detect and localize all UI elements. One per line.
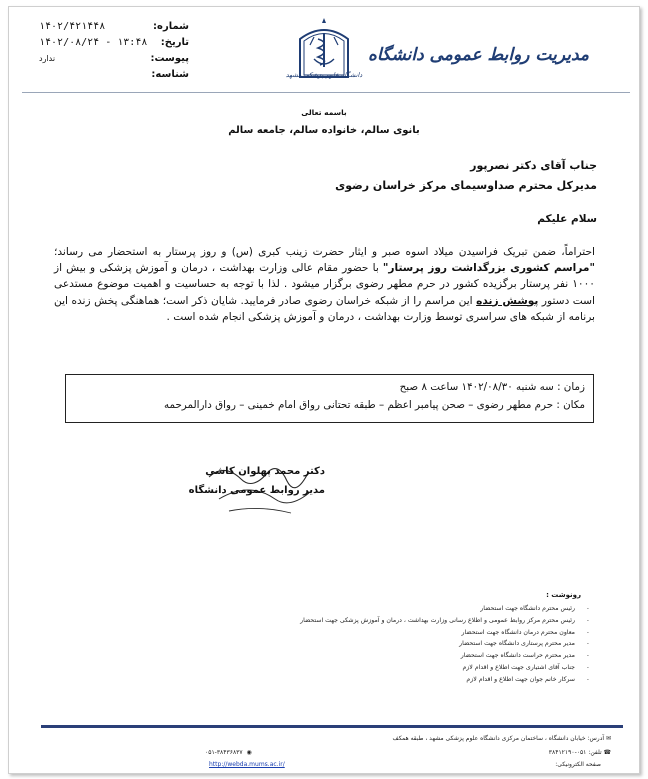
cc-item: - مدیر محترم حراست دانشگاه جهت استحضار bbox=[460, 652, 589, 660]
phone-value: ۰۵۱-۳۸۴۱۲۱۹۰ bbox=[548, 749, 587, 756]
number-row bbox=[39, 19, 189, 35]
id-label: شناسه: bbox=[151, 69, 189, 80]
globe-icon: ◉ bbox=[246, 749, 252, 756]
department-title: مدیریت روابط عمومی دانشگاه bbox=[367, 45, 589, 65]
signatory-title: مدیر روابط عمومی دانشگاه bbox=[188, 485, 325, 496]
footer-phone bbox=[549, 748, 611, 758]
header-divider bbox=[22, 92, 630, 93]
motto: بانوی سالم، خانواده سالم، جامعه سالم bbox=[228, 125, 420, 136]
event-time: زمان : سه شنبه ۱۴۰۲/۰۸/۳۰ ساعت ۸ صبح bbox=[399, 381, 585, 393]
cc-item: - معاون محترم درمان دانشگاه جهت استحضار bbox=[461, 628, 589, 636]
date-row bbox=[39, 35, 189, 51]
footer-divider bbox=[41, 725, 623, 728]
attachment-label: پیوست: bbox=[150, 53, 189, 64]
cc-item: - مدیر محترم پرستاری دانشگاه جهت استحضار bbox=[459, 640, 589, 648]
fax-value: ۰۵۱-۳۸۴۳۶۸۳۷ bbox=[205, 749, 243, 756]
number-label: شماره: bbox=[153, 21, 189, 32]
attachment-value: ندارد bbox=[39, 54, 56, 63]
recipient-name: جناب آقای دکتر نصرپور bbox=[470, 159, 597, 172]
cc-item: - رئیس محترم مرکز روابط عمومی و اطلاع رسانی وزارت بهداشت ، درمان و آموزش پزشکی جهت استحضار bbox=[300, 616, 589, 624]
letter-page bbox=[8, 6, 640, 774]
recipient-title: مدیرکل محترم صداوسیمای مرکز خراسان رضوی bbox=[335, 179, 597, 192]
footer-fax bbox=[205, 748, 252, 758]
signatory-name: دکتر محمد پهلوان کاشی bbox=[205, 466, 325, 477]
greeting: سلام علیکم bbox=[537, 213, 597, 225]
cc-list bbox=[159, 603, 589, 686]
date-value: ۱۴۰۲/۰۸/۲۴ - ۱۳:۴۸ bbox=[39, 37, 148, 48]
date-label: تاریخ: bbox=[160, 37, 189, 48]
number-value: ۱۴۰۲/۴۲۱۴۴۸ bbox=[39, 21, 106, 32]
body-part-1: احتراماً، ضمن تبریک فراسیدن میلاد اسوه صبر و ایثار حضرت زینب کبری (س) و روز پرستار به استحضار می رساند؛ bbox=[54, 246, 595, 258]
phone-label: تلفن: bbox=[588, 749, 602, 756]
invocation: باسمه تعالی bbox=[301, 108, 347, 117]
address-icon: ✉ bbox=[604, 735, 611, 742]
body-part-3: این مراسم را از شبکه خراسان رضوی صادر فرمایید. شایان ذکر است؛ هماهنگی پخش زنده این برنامه از شبکه های سراسری توسط وزارت بهداشت ، درمان و آموزش پزشکی انجام شده است . bbox=[54, 294, 595, 323]
cc-heading: رونوشت : bbox=[546, 591, 581, 599]
body-underline-live: پوشش زنده bbox=[476, 294, 539, 307]
id-row bbox=[39, 67, 189, 83]
phone-icon: ☎ bbox=[601, 749, 611, 756]
body-bold-event: "مراسم کشوری بزرگداشت روز پرستار" bbox=[382, 262, 595, 275]
letter-meta bbox=[39, 19, 189, 83]
footer-address: ✉ آدرس: خیابان دانشگاه ، ساختمان مرکزی دانشگاه علوم پزشکی مشهد ، طبقه همکف bbox=[392, 735, 611, 742]
letter-body bbox=[54, 244, 595, 325]
logo-caption: دانشگاه علوم پزشکی مشهد bbox=[285, 71, 363, 79]
signature-block bbox=[179, 459, 339, 521]
footer-website[interactable]: http://webda.mums.ac.ir/ bbox=[209, 761, 285, 768]
event-info-box bbox=[65, 374, 594, 423]
footer-web-label: صفحه الکترونیکی: bbox=[555, 761, 601, 768]
cc-item: - جناب آقای اشتیاری جهت اطلاع و اقدام لازم bbox=[462, 663, 589, 671]
cc-item: - رئیس محترم دانشگاه جهت استحضار bbox=[480, 605, 589, 612]
body-part-2: با حضور مقام عالی وزارت بهداشت ، درمان و آموزش پزشکی و بیش از ۱۰۰۰ نفر پرستار برگزیده کشور در حرم مطهر رضوی برگزار میشود . لذا با توجه به حساسیت و اهمیت موضوع مستدعی است دستور bbox=[54, 262, 595, 307]
event-place: مکان : حرم مطهر رضوی – صحن پیامبر اعظم – طبقه تحتانی رواق امام خمینی – رواق دارالمرحمه bbox=[163, 399, 585, 411]
attachment-row bbox=[39, 51, 189, 67]
cc-item: - سرکار خانم جوان جهت اطلاع و اقدام لازم bbox=[466, 675, 589, 683]
